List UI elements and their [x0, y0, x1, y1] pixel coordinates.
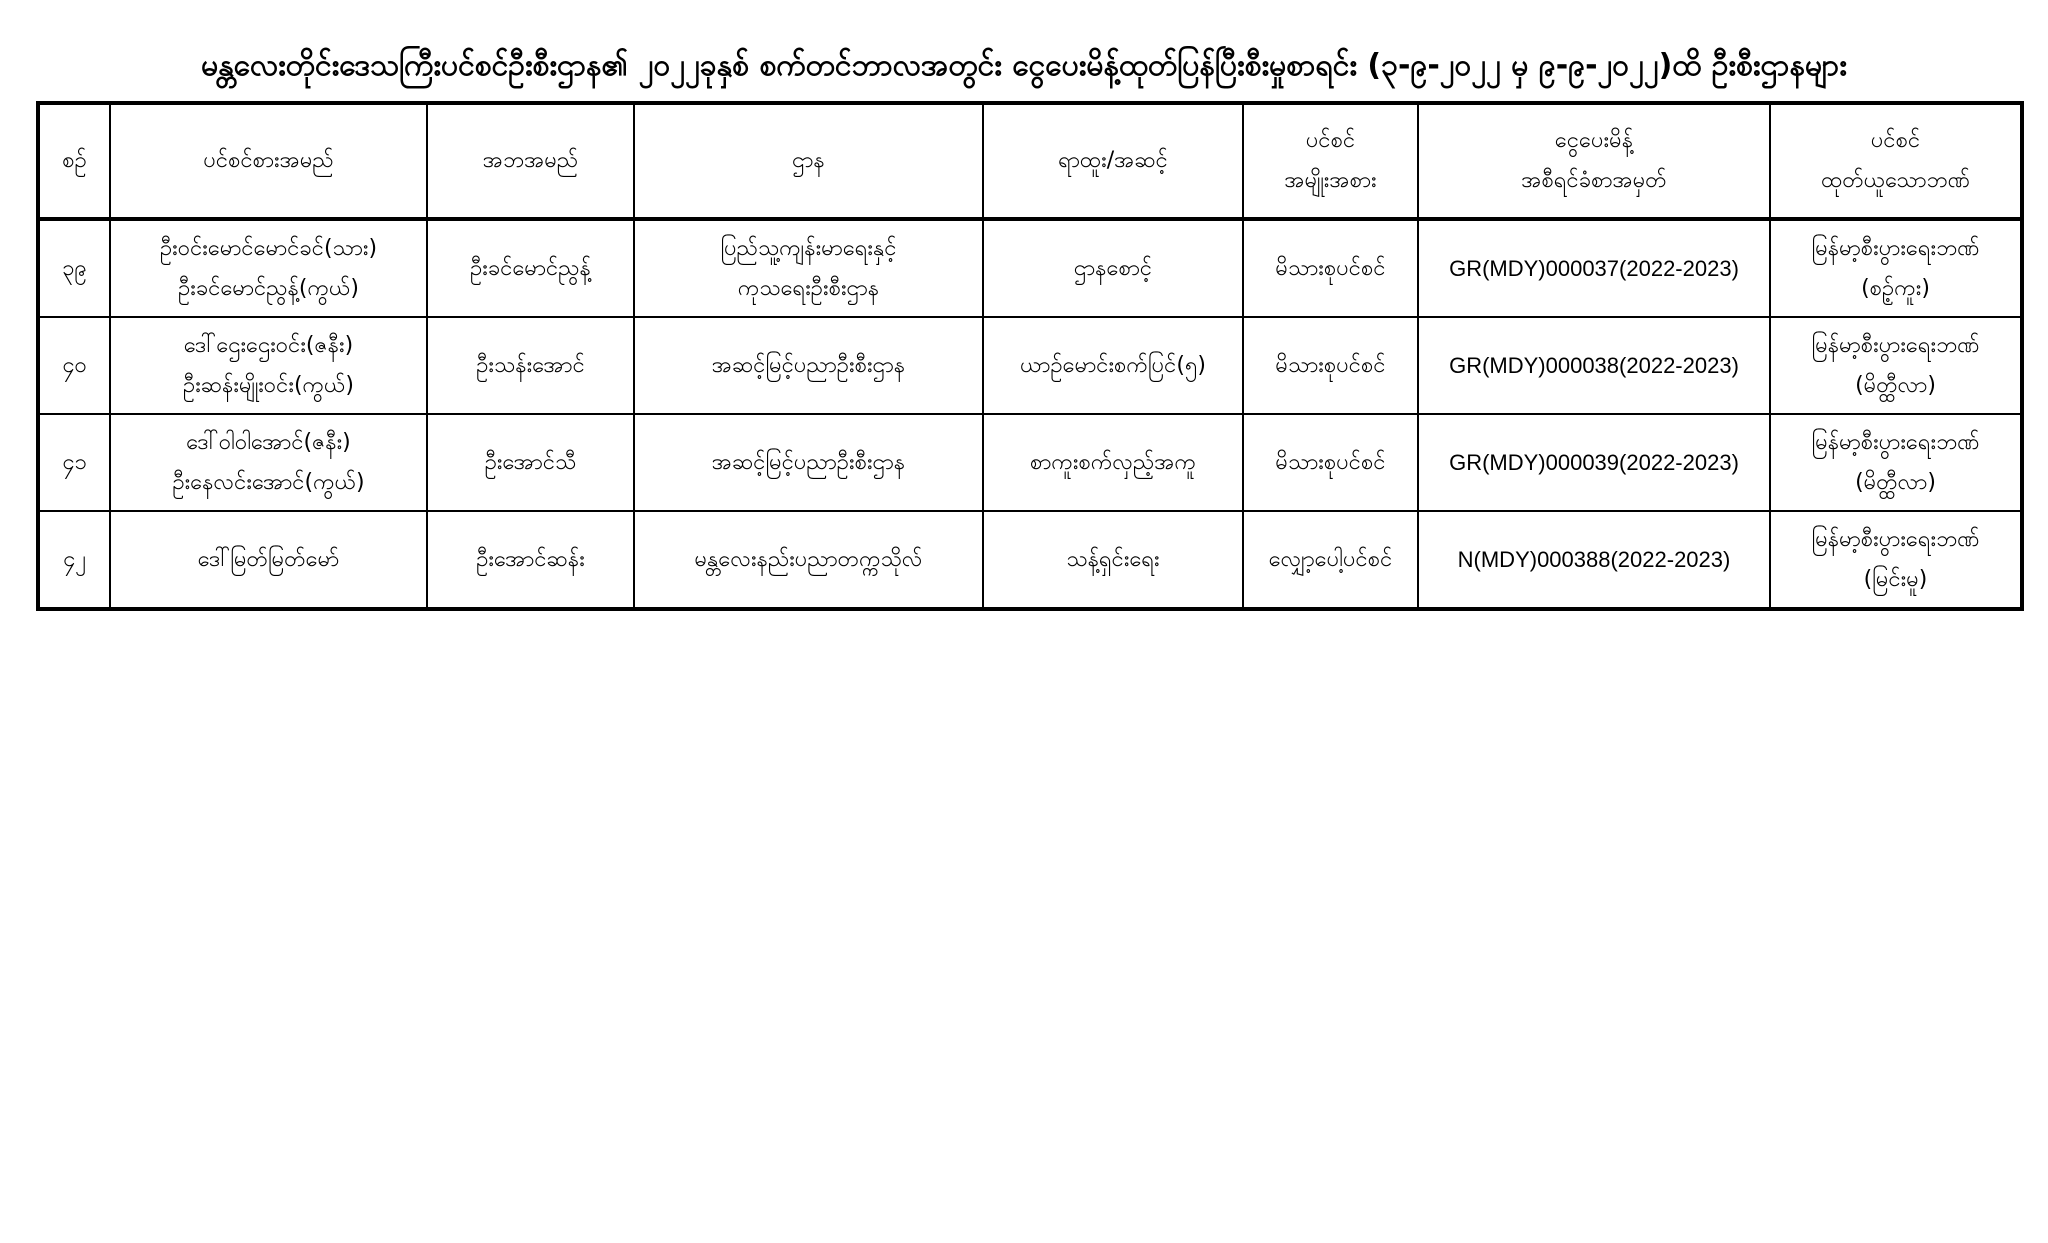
- bank-line: မြန်မာ့စီးပွားရေးဘဏ်: [1811, 332, 1980, 358]
- cell-no: ၃၉: [38, 219, 110, 317]
- page-title: မန္တလေးတိုင်းဒေသကြီးပင်စင်ဦးစီးဌာန၏ ၂၀၂၂ခုနှစ် စက်တင်ဘာလအတွင်း ငွေပေးမိန့်ထုတ်ပြန်ပြီးစီးမှုစာရင်း (၃-၉-၂၀၂၂ မှ ၉-၉-၂၀၂၂)ထိ ဦးစီးဌာနများ: [201, 48, 1847, 83]
- header-pension-type-line: အမျိုးအစား: [1284, 168, 1377, 193]
- department-line: အဆင့်မြင့်ပညာဦးစီးဌာန: [711, 449, 906, 475]
- pensioner-line: ဦးနေလင်းအောင်(ကွယ်): [172, 469, 365, 495]
- department-line: ကုသရေးဦးစီးဌာန: [737, 275, 880, 301]
- cell-father: ဦးအောင်သီ: [427, 414, 634, 511]
- header-bank-line: ထုတ်ယူသောဘဏ်: [1821, 168, 1970, 193]
- cell-cert-no: GR(MDY)000038(2022-2023): [1418, 317, 1770, 414]
- bank-line: (မြင်းမူ): [1863, 566, 1928, 592]
- department-line: မန္တလေးနည်းပညာတက္ကသိုလ်: [694, 546, 923, 572]
- bank-line: (စဉ့်ကူး): [1861, 275, 1930, 301]
- cell-pensioner: [110, 511, 427, 609]
- cell-no: ၄၂: [38, 511, 110, 609]
- header-bank: [1770, 103, 2022, 219]
- pensioner-line: ဒေါ်ဌေးဌေးဝင်း(ဇနီး): [183, 332, 354, 358]
- header-bank-line: ပင်စင်: [1870, 128, 1921, 153]
- header-rank: ရာထူး/အဆင့်: [983, 103, 1243, 219]
- header-pension-type-line: ပင်စင်: [1305, 128, 1356, 153]
- cell-no: ၄၀: [38, 317, 110, 414]
- table-row: [38, 219, 2022, 317]
- cell-father: ဦးအောင်ဆန်း: [427, 511, 634, 609]
- cell-no: ၄၁: [38, 414, 110, 511]
- table-row: [38, 317, 2022, 414]
- cell-cert-no: GR(MDY)000039(2022-2023): [1418, 414, 1770, 511]
- bank-line: (မိတ္ထီလာ): [1855, 372, 1936, 398]
- cell-pension-type: မိသားစုပင်စင်: [1243, 219, 1418, 317]
- pensioner-line: ဦးဆန်းမျိုးဝင်း(ကွယ်): [182, 372, 354, 398]
- cell-bank: [1770, 511, 2022, 609]
- header-pension-type: [1243, 103, 1418, 219]
- header-cert-no-line: ငွေပေးမိန့်: [1554, 128, 1634, 153]
- cell-department: [634, 317, 983, 414]
- header-cert-no-line: အစီရင်ခံစာအမှတ်: [1521, 168, 1667, 193]
- pensioner-line: ဦးခင်မောင်ညွန့်(ကွယ်): [178, 275, 359, 301]
- cell-father: ဦးခင်မောင်ညွန့်: [427, 219, 634, 317]
- bank-line: မြန်မာ့စီးပွားရေးဘဏ်: [1811, 235, 1980, 261]
- cell-pensioner: [110, 414, 427, 511]
- bank-line: (မိတ္ထီလာ): [1855, 469, 1936, 495]
- cell-rank: ယာဉ်မောင်းစက်ပြင်(၅): [983, 317, 1243, 414]
- cell-cert-no: GR(MDY)000037(2022-2023): [1418, 219, 1770, 317]
- cell-cert-no: N(MDY)000388(2022-2023): [1418, 511, 1770, 609]
- cell-bank: [1770, 414, 2022, 511]
- cell-rank: စာကူးစက်လှည့်အကူ: [983, 414, 1243, 511]
- header-no: စဉ်: [38, 103, 110, 219]
- pensioner-line: ဦးဝင်းမောင်မောင်ခင်(သား): [159, 235, 378, 261]
- pension-table: [36, 101, 2024, 611]
- bank-line: မြန်မာ့စီးပွားရေးဘဏ်: [1811, 526, 1980, 552]
- cell-rank: ဌာနစောင့်: [983, 219, 1243, 317]
- cell-pensioner: [110, 219, 427, 317]
- pensioner-line: ဒေါ်ဝါဝါအောင်(ဇနီး): [186, 429, 351, 455]
- bank-line: မြန်မာ့စီးပွားရေးဘဏ်: [1811, 429, 1980, 455]
- cell-department: [634, 219, 983, 317]
- department-line: အဆင့်မြင့်ပညာဦးစီးဌာန: [711, 352, 906, 378]
- pensioner-line: ဒေါ်မြတ်မြတ်မော်: [197, 546, 340, 572]
- cell-pensioner: [110, 317, 427, 414]
- cell-rank: သန့်ရှင်းရေး: [983, 511, 1243, 609]
- cell-pension-type: လျှော့ပေါ့ပင်စင်: [1243, 511, 1418, 609]
- table-row: [38, 511, 2022, 609]
- cell-department: [634, 511, 983, 609]
- table-row: [38, 414, 2022, 511]
- header-department: ဌာန: [634, 103, 983, 219]
- cell-pension-type: မိသားစုပင်စင်: [1243, 317, 1418, 414]
- cell-department: [634, 414, 983, 511]
- cell-father: ဦးသန်းအောင်: [427, 317, 634, 414]
- header-pensioner: ပင်စင်စားအမည်: [110, 103, 427, 219]
- header-cert-no: [1418, 103, 1770, 219]
- table-header-row: [38, 103, 2022, 219]
- cell-bank: [1770, 317, 2022, 414]
- header-father: အဘအမည်: [427, 103, 634, 219]
- cell-bank: [1770, 219, 2022, 317]
- department-line: ပြည်သူ့ကျန်းမာရေးနှင့်: [720, 235, 897, 261]
- cell-pension-type: မိသားစုပင်စင်: [1243, 414, 1418, 511]
